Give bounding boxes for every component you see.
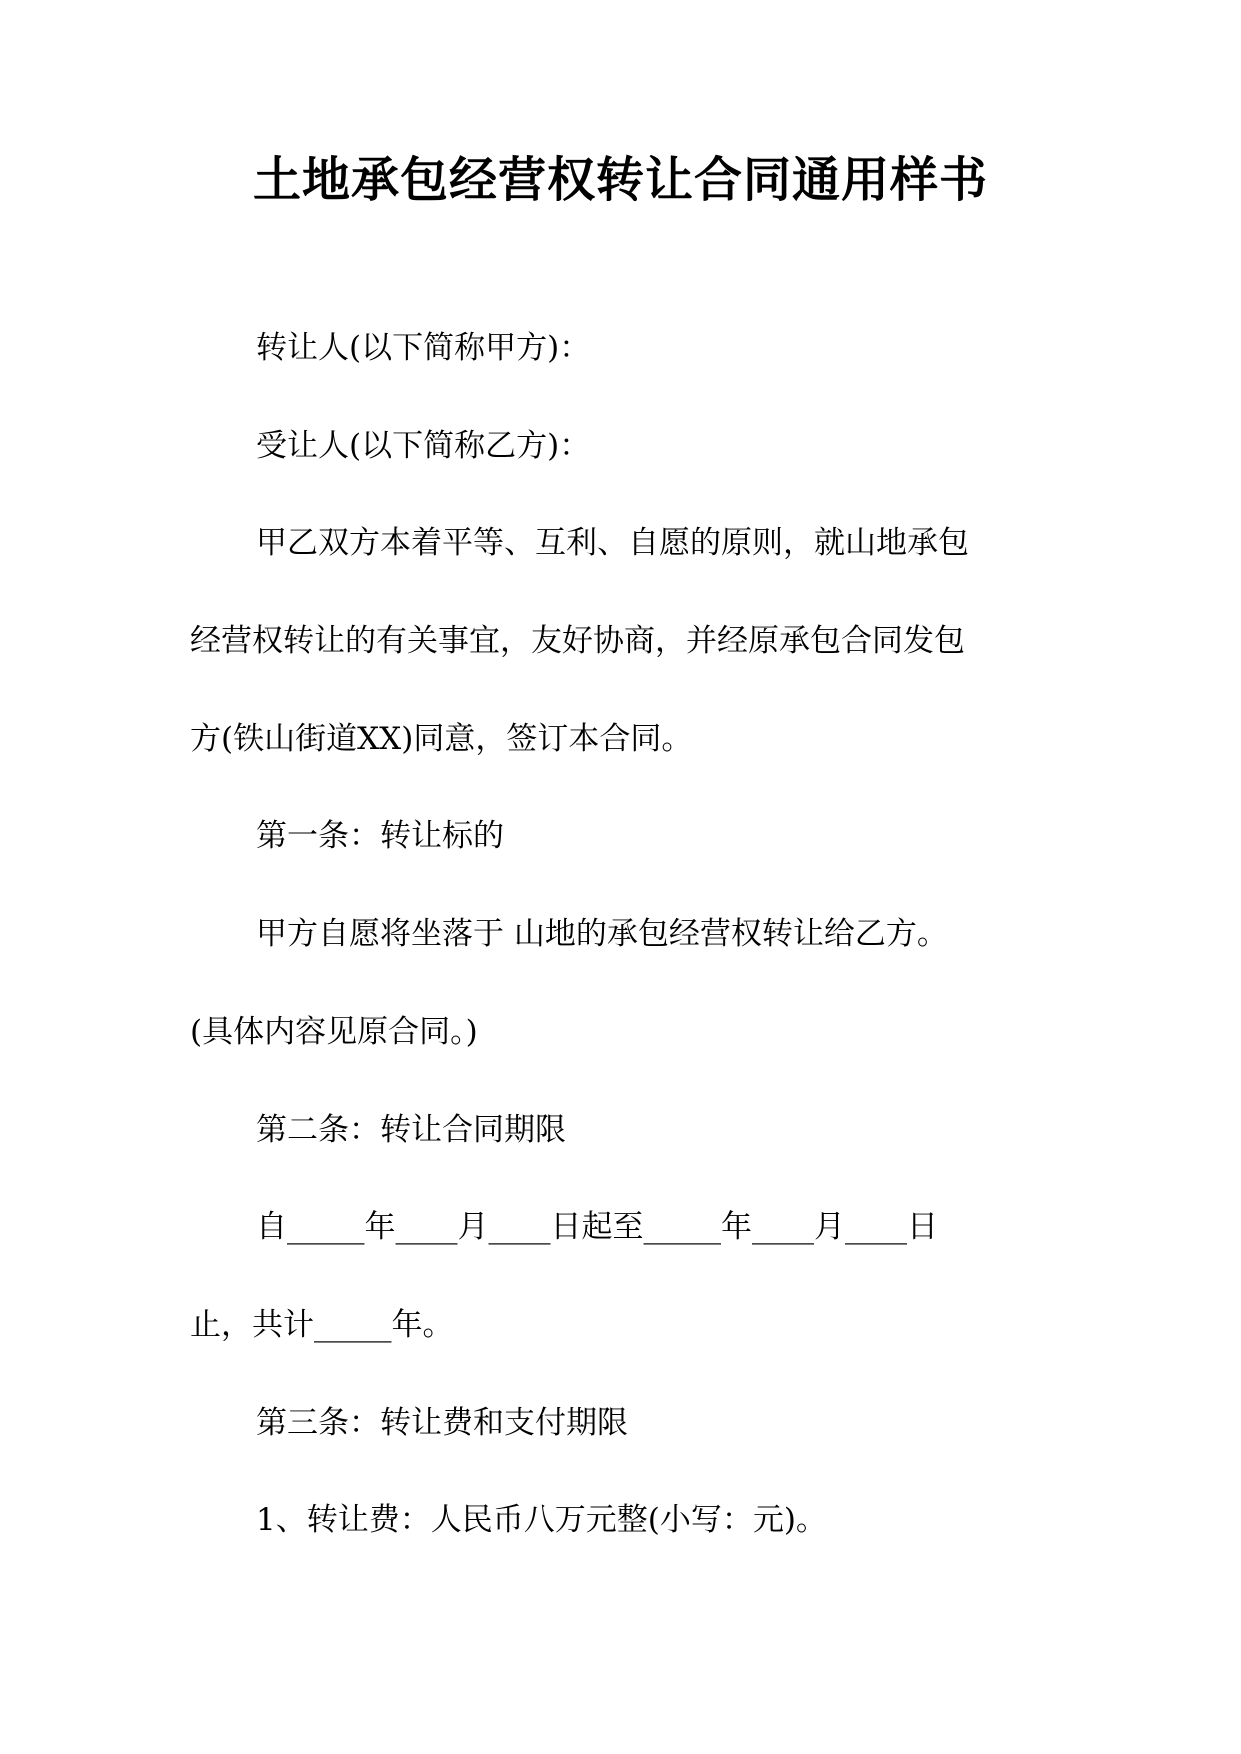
article-1-heading: 第一条：转让标的	[256, 818, 504, 855]
text-line-article-1-2: (具体内容见原合同。)	[190, 1013, 478, 1050]
text-line-preamble-3: 方(铁山街道XX)同意，签订本合同。	[190, 720, 693, 757]
text-line-article-1-1: 甲方自愿将坐落于 山地的承包经营权转让给乙方。	[256, 916, 948, 953]
text-line-article-3-1: 1、转让费：人民币八万元整(小写：元)。	[256, 1502, 827, 1539]
text-line-preamble-2: 经营权转让的有关事宜，友好协商，并经原承包合同发包	[190, 623, 965, 660]
text-line-article-2-2: 止，共计_____年。	[190, 1306, 454, 1343]
document-title: 土地承包经营权转让合同通用样书	[252, 152, 988, 208]
text-line-preamble-1: 甲乙双方本着平等、互利、自愿的原则，就山地承包	[256, 525, 969, 562]
text-line-transferee: 受让人(以下简称乙方)：	[256, 427, 591, 464]
text-line-article-2-1: 自_____年____月____日起至_____年____月____日	[256, 1209, 938, 1246]
article-3-heading: 第三条：转让费和支付期限	[256, 1404, 628, 1441]
article-2-heading: 第二条：转让合同期限	[256, 1111, 566, 1148]
text-line-transferor: 转让人(以下简称甲方)：	[256, 330, 591, 366]
document-body	[190, 300, 1030, 1570]
